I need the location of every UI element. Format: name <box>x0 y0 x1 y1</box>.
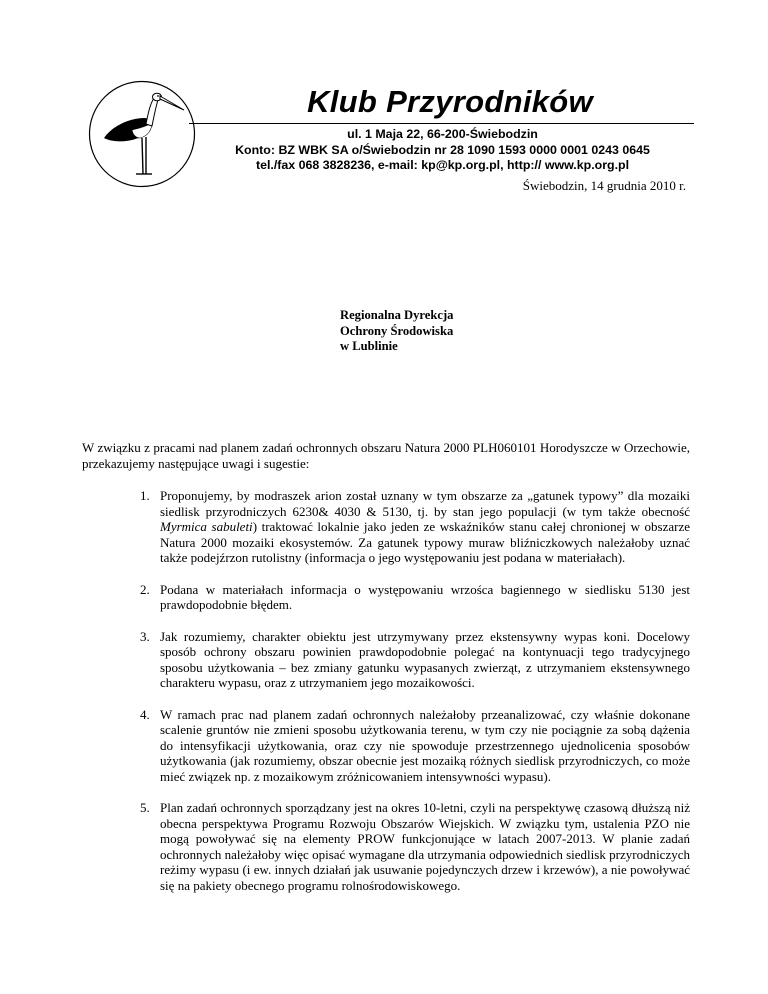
recipient-block <box>340 308 453 355</box>
list-item <box>82 629 690 691</box>
item-text: Plan zadań ochronnych sporządzany jest na okres 10-letni, czyli na perspektywę czasową dłuższą niż obecna perspektywa Programu Rozwoju Obszarów Wiejskich. W związku tym, ustalenia PZO nie mogą powoływać się na elementy PROW funkcjonujące w latach 2007-2013. W planie zadań ochronnych należałoby więc opisać wymagane dla utrzymania odpowiednich siedlisk przyrodniczych reżimy wypasu (i ew. innych działań jak usuwanie pojedynczych drzew i krzewów), a nie powoływać się na pakiety obecnego programu rolnośrodowiskowego. <box>160 800 690 893</box>
stork-icon <box>88 80 196 188</box>
item-number: 4. <box>140 706 150 722</box>
remarks-list <box>82 488 690 909</box>
item-text: Jak rozumiemy, charakter obiektu jest utrzymywany przez ekstensywny wypas koni. Docelowy sposób ochrony obszaru powinien prawdopodobnie polegać na kontynuacji tego tradycyjnego sposobu użytkowania – bez zmiany gatunku wypasanych zwierząt, z utrzymaniem ekstensywnego charakteru wypasu, oraz z utrzymaniem jego mozaikowości. <box>160 628 690 690</box>
club-address: ul. 1 Maja 22, 66-200-Świebodzin <box>347 127 538 141</box>
letter-date: Świebodzin, 14 grudnia 2010 r. <box>522 178 686 193</box>
list-item <box>82 582 690 613</box>
recipient-line-1: Regionalna Dyrekcja <box>340 308 454 322</box>
bank-account: Konto: BZ WBK SA o/Świebodzin nr 28 1090 1593 0000 0001 0243 0645 <box>235 142 650 157</box>
item-text <box>160 488 690 566</box>
letterhead-contact <box>190 127 695 174</box>
list-item <box>82 800 690 893</box>
club-name: Klub Przyrodników <box>307 84 593 119</box>
list-item <box>82 488 690 566</box>
club-logo <box>88 80 196 188</box>
item-number: 2. <box>140 581 150 597</box>
header-divider <box>189 123 694 124</box>
item-number: 3. <box>140 628 150 644</box>
item-number: 1. <box>140 488 150 503</box>
list-item <box>82 707 690 785</box>
contact-details: tel./fax 068 3828236, e-mail: kp@kp.org.pl, http:// www.kp.org.pl <box>255 158 630 172</box>
item-text: W ramach prac nad planem zadań ochronnych należałoby przeanalizować, czy właśnie dokonane scalenie gruntów nie zmieni sposobu użytkowania terenu, w tym czy nie pociągnie za sobą dążenia do intensyfikacji użytkowania, oraz czy nie spowoduje przestrzennego ujednolicenia sposobów użytkowania (jak rozumiemy, obszar obecnie jest mozaiką różnych siedlisk przyrodniczych, co może mieć związek np. z mozaikowym zróżnicowaniem intensywności wypasu). <box>160 706 690 784</box>
species-name: Myrmica sabuleti <box>160 519 253 534</box>
item-number: 5. <box>140 800 150 815</box>
recipient-line-3: w Lublinie <box>340 339 398 353</box>
intro-paragraph: W związku z pracami nad planem zadań ochronnych obszaru Natura 2000 PLH060101 Horodyszcze w Orzechowie, przekazujemy następujące uwagi i sugestie: <box>82 440 690 471</box>
item-text-part: ) traktować lokalnie jako jeden ze wskaźników stanu całej chronionej w obszarze Natura 2000 mozaiki ekosystemów. Za gatunek typowy muraw bliźniczkowych należałoby uznać także podejźrzon rutolistny (informacja o jego występowaniu jest podana w materiałach). <box>160 519 691 565</box>
recipient-line-2: Ochrony Środowiska <box>340 323 454 338</box>
item-text-part: Proponujemy, by modraszek arion został uznany w tym obszarze za „gatunek typowy” dla mozaiki siedlisk przyrodniczych 6230& 4030 & 5130, tj. by stan jego populacji (w tym także obecność <box>160 488 690 519</box>
item-text: Podana w materiałach informacja o występowaniu wrzośca bagiennego w siedlisku 5130 jest prawdopodobnie błędem. <box>160 581 690 612</box>
